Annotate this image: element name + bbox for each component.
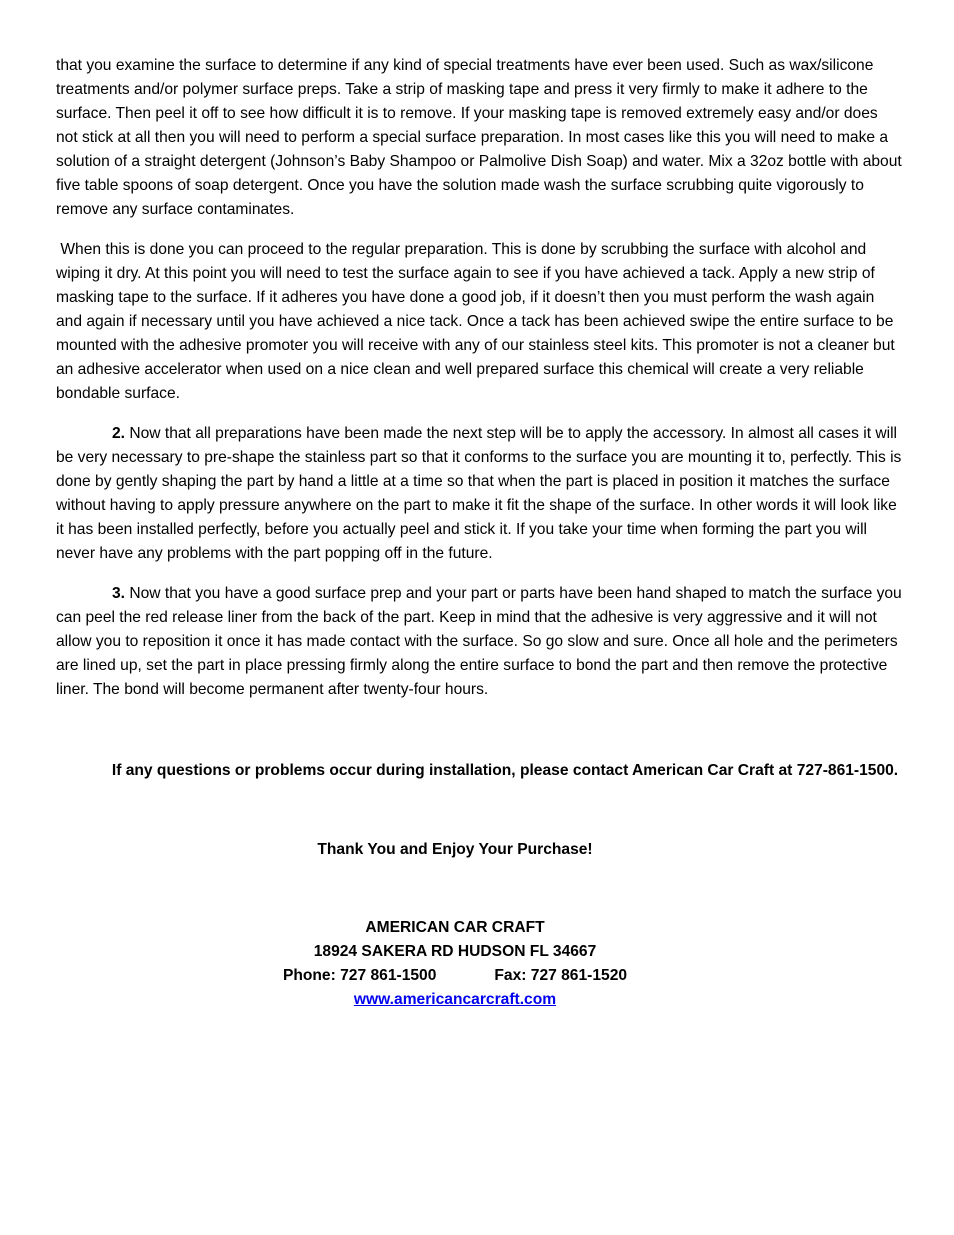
company-info [6, 916, 904, 1012]
step-2-text: Now that all preparations have been made the next step will be to apply the accessory. In almost all cases it will be very necessary to pre-shape the stainless part so that it conforms to the surface you are mounting it to, perfectly. This is done by gently shaping the part by hand a little at a time so that when the part is placed in position it matches the surface without having to apply pressure anywhere on the part to make it fit the shape of the surface. In other words it will look like it has been installed perfectly, before you actually peel and stick it. If you take your time when forming the part you will never have any problems with the part popping off in the future. [56, 425, 902, 562]
company-name: AMERICAN CAR CRAFT [365, 919, 545, 936]
document-body [56, 54, 902, 718]
step-3-number: 3. [112, 585, 126, 602]
company-phone: Phone: 727 861-1500 [282, 967, 437, 984]
company-website-link[interactable]: www.americancarcraft.com [353, 991, 557, 1008]
contact-notice [0, 759, 954, 783]
paragraph-regular-preparation: When this is done you can proceed to the regular preparation. This is done by scrubbing the surface with alcohol and wiping it dry. At this point you will need to test the surface again to see if you have achieved a tack. Apply a new strip of masking tape to the surface. If it adheres you have done a good job, if it doesn’t then you must perform the wash again and again if necessary until you have achieved a nice tack. Once a tack has been achieved swipe the entire surface to be mounted with the adhesive promoter you will receive with any of our stainless steel kits. This promoter is not a cleaner but an adhesive accelerator when used on a nice clean and well prepared surface this chemical will create a very reliable bondable surface. [56, 241, 900, 402]
paragraph-surface-test: that you examine the surface to determine if any kind of special treatments have ever been used. Such as wax/silicone treatments and/or polymer surface preps. Take a strip of masking tape and press it very firmly to make it adhere to the surface. Then peel it off to see how difficult it is to remove. If your masking tape is removed extremely easy and/or does not stick at all then you will need to perform a special surface preparation. In most cases like this you will need to make a solution of a straight detergent (Johnson’s Baby Shampoo or Palmolive Dish Soap) and water. Mix a 32oz bottle with about five table spoons of soap detergent. Once you have the solution made wash the surface scrubbing quite vigorously to remove any surface contaminates. [56, 57, 902, 218]
company-fax: Fax: 727 861-1520 [494, 967, 628, 984]
step-2-paragraph [56, 422, 902, 566]
step-3-paragraph [56, 582, 902, 702]
company-address: 18924 SAKERA RD HUDSON FL 34667 [313, 943, 597, 960]
thank-you-message: Thank You and Enjoy Your Purchase! [317, 841, 593, 858]
contact-notice-text: If any questions or problems occur during installation, please contact American Car Craft at 727-861-1500. [111, 762, 899, 779]
step-2-number: 2. [112, 425, 126, 442]
company-phone-fax [6, 964, 904, 988]
step-3-text: Now that you have a good surface prep and your part or parts have been hand shaped to match the surface you can peel the red release liner from the back of the part. Keep in mind that the adhesive is very aggressive and it will not allow you to reposition it once it has made contact with the surface. So go slow and sure. Once all hole and the perimeters are lined up, set the part in place pressing firmly along the entire surface to bond the part and then remove the protective liner. The bond will become permanent after twenty-four hours. [56, 585, 902, 698]
